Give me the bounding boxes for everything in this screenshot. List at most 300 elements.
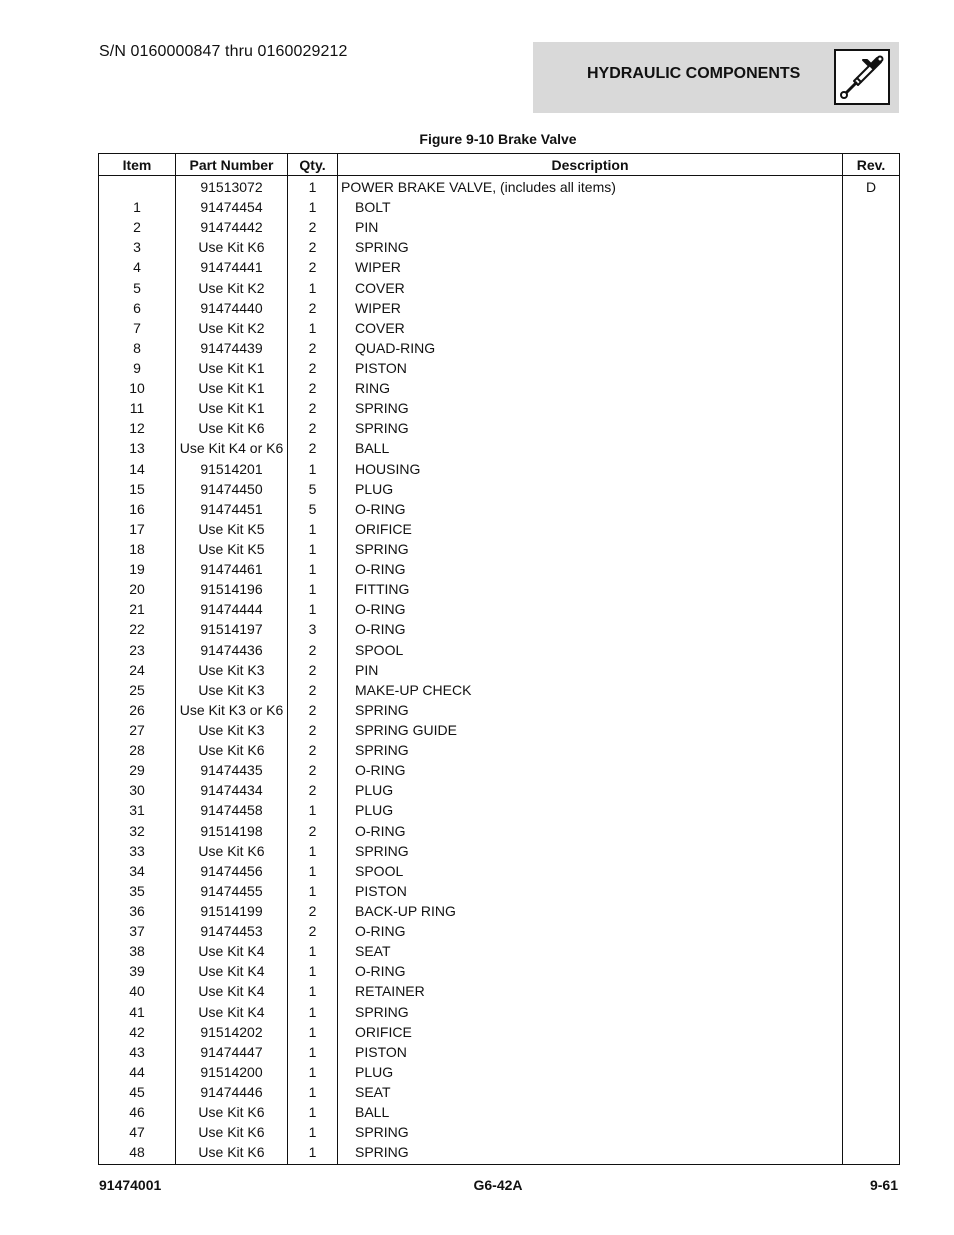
cell-item: 45	[99, 1082, 176, 1102]
serial-number-range: S/N 0160000847 thru 0160029212	[99, 43, 348, 60]
cell-part-number: 91474440	[176, 298, 288, 318]
cell-item: 46	[99, 1102, 176, 1122]
cell-qty: 2	[288, 760, 338, 780]
table-row	[99, 358, 900, 378]
cell-rev	[843, 941, 900, 961]
column-header-description: Description	[338, 154, 843, 176]
cell-item: 27	[99, 720, 176, 740]
table-row	[99, 438, 900, 458]
cell-description: ORIFICE	[338, 519, 843, 539]
cell-part-number: Use Kit K4	[176, 981, 288, 1001]
cell-part-number: Use Kit K4 or K6	[176, 438, 288, 458]
cell-part-number: Use Kit K6	[176, 418, 288, 438]
column-header-item: Item	[99, 154, 176, 176]
cell-rev	[843, 398, 900, 418]
cell-item: 47	[99, 1122, 176, 1142]
cell-rev	[843, 901, 900, 921]
table-row	[99, 519, 900, 539]
cell-part-number: 91514201	[176, 459, 288, 479]
cell-qty: 1	[288, 539, 338, 559]
cell-description: O-RING	[338, 599, 843, 619]
cell-part-number: Use Kit K6	[176, 237, 288, 257]
cell-rev	[843, 680, 900, 700]
cell-qty: 2	[288, 821, 338, 841]
cell-item: 38	[99, 941, 176, 961]
cell-description: BALL	[338, 1102, 843, 1122]
cell-rev	[843, 418, 900, 438]
cell-qty: 1	[288, 841, 338, 861]
table-row	[99, 861, 900, 881]
cell-part-number: 91474458	[176, 800, 288, 820]
cell-item: 22	[99, 619, 176, 639]
cell-item: 28	[99, 740, 176, 760]
cell-qty: 2	[288, 901, 338, 921]
cell-part-number: Use Kit K6	[176, 1142, 288, 1165]
cell-rev	[843, 1022, 900, 1042]
cell-item: 43	[99, 1042, 176, 1062]
cell-item: 48	[99, 1142, 176, 1165]
cell-qty: 5	[288, 499, 338, 519]
cell-qty: 2	[288, 780, 338, 800]
cell-item: 31	[99, 800, 176, 820]
cell-part-number: Use Kit K6	[176, 1122, 288, 1142]
cell-item: 4	[99, 257, 176, 277]
cell-rev	[843, 780, 900, 800]
cell-description: RETAINER	[338, 981, 843, 1001]
cell-item: 7	[99, 318, 176, 338]
cell-part-number: Use Kit K3	[176, 680, 288, 700]
cell-qty: 2	[288, 740, 338, 760]
table-row	[99, 921, 900, 941]
table-row	[99, 338, 900, 358]
table-row	[99, 499, 900, 519]
table-row	[99, 720, 900, 740]
table-row	[99, 539, 900, 559]
cell-rev	[843, 298, 900, 318]
cell-qty: 1	[288, 1102, 338, 1122]
cell-part-number: Use Kit K6	[176, 841, 288, 861]
cell-item: 39	[99, 961, 176, 981]
table-row	[99, 1082, 900, 1102]
table-row	[99, 398, 900, 418]
cell-description: O-RING	[338, 961, 843, 981]
cell-description: SPOOL	[338, 861, 843, 881]
table-row	[99, 740, 900, 760]
cell-part-number: 91474436	[176, 640, 288, 660]
cell-rev	[843, 338, 900, 358]
cell-rev	[843, 197, 900, 217]
cell-description: BALL	[338, 438, 843, 458]
table-row	[99, 318, 900, 338]
cell-qty: 1	[288, 519, 338, 539]
cell-description: SPRING	[338, 418, 843, 438]
cell-rev	[843, 599, 900, 619]
cell-rev	[843, 1042, 900, 1062]
cell-description: SPRING	[338, 700, 843, 720]
cell-rev	[843, 981, 900, 1001]
cell-qty: 2	[288, 438, 338, 458]
cell-description: O-RING	[338, 760, 843, 780]
cell-item: 37	[99, 921, 176, 941]
cell-item: 12	[99, 418, 176, 438]
column-header-rev: Rev.	[843, 154, 900, 176]
table-row	[99, 1042, 900, 1062]
table-row	[99, 881, 900, 901]
cell-item: 13	[99, 438, 176, 458]
table-row	[99, 197, 900, 217]
table-row	[99, 821, 900, 841]
cell-part-number: Use Kit K1	[176, 358, 288, 378]
cell-rev	[843, 841, 900, 861]
cell-part-number: 91514196	[176, 579, 288, 599]
table-row	[99, 599, 900, 619]
table-row	[99, 981, 900, 1001]
section-header	[533, 42, 899, 113]
table-row	[99, 941, 900, 961]
cell-description: PIN	[338, 217, 843, 237]
cell-qty: 1	[288, 278, 338, 298]
cell-part-number: Use Kit K3	[176, 720, 288, 740]
cell-part-number: Use Kit K3 or K6	[176, 700, 288, 720]
cell-rev	[843, 479, 900, 499]
column-header-part-number: Part Number	[176, 154, 288, 176]
cell-qty: 1	[288, 981, 338, 1001]
parts-table-body	[99, 176, 900, 1165]
cell-rev	[843, 278, 900, 298]
cell-qty: 1	[288, 197, 338, 217]
table-row	[99, 961, 900, 981]
cell-rev	[843, 237, 900, 257]
cell-part-number: 91474447	[176, 1042, 288, 1062]
table-row	[99, 237, 900, 257]
cell-qty: 2	[288, 418, 338, 438]
table-row	[99, 800, 900, 820]
cell-description: SPRING	[338, 1001, 843, 1021]
cell-item: 8	[99, 338, 176, 358]
cell-item: 11	[99, 398, 176, 418]
cell-description: PLUG	[338, 800, 843, 820]
cell-description: PLUG	[338, 780, 843, 800]
cell-part-number: Use Kit K5	[176, 519, 288, 539]
cell-description: RING	[338, 378, 843, 398]
parts-table	[98, 153, 900, 1165]
cell-description: BOLT	[338, 197, 843, 217]
table-row	[99, 1001, 900, 1021]
cell-qty: 2	[288, 660, 338, 680]
cell-item: 20	[99, 579, 176, 599]
cell-qty: 2	[288, 680, 338, 700]
cell-part-number: Use Kit K3	[176, 660, 288, 680]
cell-description: POWER BRAKE VALVE, (includes all items)	[338, 176, 843, 198]
cell-item: 3	[99, 237, 176, 257]
table-row	[99, 479, 900, 499]
table-row	[99, 780, 900, 800]
cell-rev	[843, 1102, 900, 1122]
cell-item: 30	[99, 780, 176, 800]
cell-description: HOUSING	[338, 459, 843, 479]
table-row	[99, 579, 900, 599]
cell-rev	[843, 499, 900, 519]
cell-description: SPRING	[338, 740, 843, 760]
table-row	[99, 559, 900, 579]
cell-item: 36	[99, 901, 176, 921]
cell-description: PISTON	[338, 1042, 843, 1062]
cell-part-number: 91514200	[176, 1062, 288, 1082]
table-row	[99, 278, 900, 298]
cell-item: 44	[99, 1062, 176, 1082]
cell-qty: 1	[288, 961, 338, 981]
cell-description: MAKE-UP CHECK	[338, 680, 843, 700]
cell-part-number: 91474434	[176, 780, 288, 800]
footer-model: G6-42A	[473, 1177, 523, 1193]
cell-qty: 5	[288, 479, 338, 499]
cell-description: FITTING	[338, 579, 843, 599]
figure-title: Figure 9-10 Brake Valve	[419, 131, 577, 147]
cell-description: O-RING	[338, 921, 843, 941]
table-header-row	[99, 154, 900, 176]
cell-description: O-RING	[338, 619, 843, 639]
table-row	[99, 176, 900, 198]
cell-qty: 2	[288, 237, 338, 257]
cell-item: 10	[99, 378, 176, 398]
cell-part-number: Use Kit K4	[176, 1001, 288, 1021]
cell-item: 2	[99, 217, 176, 237]
cell-part-number: Use Kit K2	[176, 278, 288, 298]
cell-rev	[843, 861, 900, 881]
table-row	[99, 459, 900, 479]
cell-rev	[843, 881, 900, 901]
cell-description: PLUG	[338, 479, 843, 499]
table-row	[99, 700, 900, 720]
cell-part-number: 91474453	[176, 921, 288, 941]
cell-qty: 1	[288, 579, 338, 599]
cell-item: 40	[99, 981, 176, 1001]
cell-rev	[843, 318, 900, 338]
cell-qty: 1	[288, 1042, 338, 1062]
table-row	[99, 760, 900, 780]
cell-qty: 1	[288, 1082, 338, 1102]
cell-qty: 3	[288, 619, 338, 639]
cell-part-number: 91474441	[176, 257, 288, 277]
cell-part-number: Use Kit K1	[176, 398, 288, 418]
cell-qty: 1	[288, 176, 338, 198]
cell-description: COVER	[338, 278, 843, 298]
cell-qty: 1	[288, 1142, 338, 1165]
cell-qty: 2	[288, 720, 338, 740]
cell-part-number: 91474455	[176, 881, 288, 901]
cell-description: O-RING	[338, 499, 843, 519]
cell-description: SPRING	[338, 1122, 843, 1142]
cell-qty: 2	[288, 398, 338, 418]
cell-rev	[843, 720, 900, 740]
cell-rev	[843, 640, 900, 660]
cell-qty: 1	[288, 1022, 338, 1042]
cell-part-number: 91474456	[176, 861, 288, 881]
cell-part-number: 91514202	[176, 1022, 288, 1042]
cell-qty: 2	[288, 358, 338, 378]
table-row	[99, 619, 900, 639]
cell-description: QUAD-RING	[338, 338, 843, 358]
cell-item: 21	[99, 599, 176, 619]
cell-qty: 1	[288, 1001, 338, 1021]
cell-rev	[843, 579, 900, 599]
cell-part-number: 91474446	[176, 1082, 288, 1102]
cell-item: 5	[99, 278, 176, 298]
cell-item: 9	[99, 358, 176, 378]
cell-item: 14	[99, 459, 176, 479]
cell-rev	[843, 1122, 900, 1142]
cell-qty: 1	[288, 861, 338, 881]
cell-rev	[843, 217, 900, 237]
cell-part-number: Use Kit K4	[176, 941, 288, 961]
cell-rev	[843, 1082, 900, 1102]
cell-description: WIPER	[338, 298, 843, 318]
cell-rev	[843, 921, 900, 941]
cell-item: 32	[99, 821, 176, 841]
cell-description: BACK-UP RING	[338, 901, 843, 921]
cell-rev	[843, 559, 900, 579]
cell-item: 1	[99, 197, 176, 217]
cell-part-number: Use Kit K5	[176, 539, 288, 559]
cell-qty: 2	[288, 921, 338, 941]
cell-qty: 1	[288, 941, 338, 961]
cell-rev	[843, 700, 900, 720]
cell-part-number: 91474454	[176, 197, 288, 217]
cell-part-number: 91474444	[176, 599, 288, 619]
cell-item: 23	[99, 640, 176, 660]
table-row	[99, 901, 900, 921]
cell-item: 18	[99, 539, 176, 559]
cell-item: 24	[99, 660, 176, 680]
cell-rev	[843, 1062, 900, 1082]
hydraulic-cylinder-icon	[834, 49, 890, 105]
cell-qty: 1	[288, 559, 338, 579]
cell-part-number: 91474439	[176, 338, 288, 358]
cell-description: WIPER	[338, 257, 843, 277]
cell-item: 29	[99, 760, 176, 780]
cell-part-number: 91514199	[176, 901, 288, 921]
cell-description: PISTON	[338, 881, 843, 901]
cell-item: 25	[99, 680, 176, 700]
cell-qty: 1	[288, 1062, 338, 1082]
cell-rev	[843, 438, 900, 458]
cell-rev	[843, 459, 900, 479]
footer-document-number: 91474001	[99, 1177, 162, 1193]
cell-qty: 1	[288, 800, 338, 820]
cell-description: SPRING	[338, 398, 843, 418]
cell-description: O-RING	[338, 559, 843, 579]
cell-qty: 2	[288, 640, 338, 660]
cell-rev	[843, 619, 900, 639]
cell-qty: 2	[288, 298, 338, 318]
cell-item: 16	[99, 499, 176, 519]
cell-description: O-RING	[338, 821, 843, 841]
cell-part-number: Use Kit K6	[176, 1102, 288, 1122]
cell-qty: 1	[288, 599, 338, 619]
cell-rev	[843, 519, 900, 539]
cell-qty: 1	[288, 459, 338, 479]
cell-qty: 2	[288, 700, 338, 720]
cell-part-number: Use Kit K1	[176, 378, 288, 398]
cell-part-number: 91474435	[176, 760, 288, 780]
table-row	[99, 1102, 900, 1122]
cell-part-number: 91514198	[176, 821, 288, 841]
table-row	[99, 217, 900, 237]
table-row	[99, 1062, 900, 1082]
cell-description: ORIFICE	[338, 1022, 843, 1042]
cell-description: PISTON	[338, 358, 843, 378]
cell-rev	[843, 961, 900, 981]
table-row	[99, 640, 900, 660]
cell-description: SEAT	[338, 941, 843, 961]
cell-description: SPRING GUIDE	[338, 720, 843, 740]
table-row	[99, 680, 900, 700]
cell-item: 19	[99, 559, 176, 579]
cell-description: PLUG	[338, 1062, 843, 1082]
cell-item	[99, 176, 176, 198]
table-row	[99, 1142, 900, 1165]
cell-item: 34	[99, 861, 176, 881]
table-row	[99, 418, 900, 438]
cell-rev	[843, 1142, 900, 1165]
cell-qty: 2	[288, 338, 338, 358]
cell-rev	[843, 539, 900, 559]
table-row	[99, 257, 900, 277]
cell-qty: 2	[288, 257, 338, 277]
cell-qty: 1	[288, 318, 338, 338]
cell-item: 33	[99, 841, 176, 861]
cell-qty: 2	[288, 378, 338, 398]
cell-rev	[843, 821, 900, 841]
cell-description: SPRING	[338, 539, 843, 559]
table-row	[99, 1122, 900, 1142]
column-header-qty: Qty.	[288, 154, 338, 176]
cell-qty: 2	[288, 217, 338, 237]
cell-item: 6	[99, 298, 176, 318]
cell-rev	[843, 740, 900, 760]
footer-page-number: 9-61	[869, 1177, 898, 1193]
table-row	[99, 841, 900, 861]
section-title: HYDRAULIC COMPONENTS	[587, 65, 801, 82]
cell-part-number: Use Kit K6	[176, 740, 288, 760]
cell-rev	[843, 1001, 900, 1021]
cell-qty: 1	[288, 881, 338, 901]
table-row	[99, 660, 900, 680]
cell-part-number: 91513072	[176, 176, 288, 198]
cell-description: SPRING	[338, 841, 843, 861]
cell-part-number: 91474451	[176, 499, 288, 519]
cell-description: SEAT	[338, 1082, 843, 1102]
cell-rev	[843, 358, 900, 378]
cell-part-number: Use Kit K4	[176, 961, 288, 981]
cell-description: COVER	[338, 318, 843, 338]
cell-part-number: Use Kit K2	[176, 318, 288, 338]
cell-item: 41	[99, 1001, 176, 1021]
cell-item: 42	[99, 1022, 176, 1042]
table-row	[99, 298, 900, 318]
cell-rev: D	[843, 176, 900, 198]
cell-part-number: 91474442	[176, 217, 288, 237]
table-row	[99, 1022, 900, 1042]
cell-item: 17	[99, 519, 176, 539]
cell-part-number: 91474450	[176, 479, 288, 499]
cell-rev	[843, 800, 900, 820]
cell-item: 26	[99, 700, 176, 720]
cell-item: 15	[99, 479, 176, 499]
table-row	[99, 378, 900, 398]
cell-description: SPRING	[338, 1142, 843, 1165]
cell-description: SPRING	[338, 237, 843, 257]
